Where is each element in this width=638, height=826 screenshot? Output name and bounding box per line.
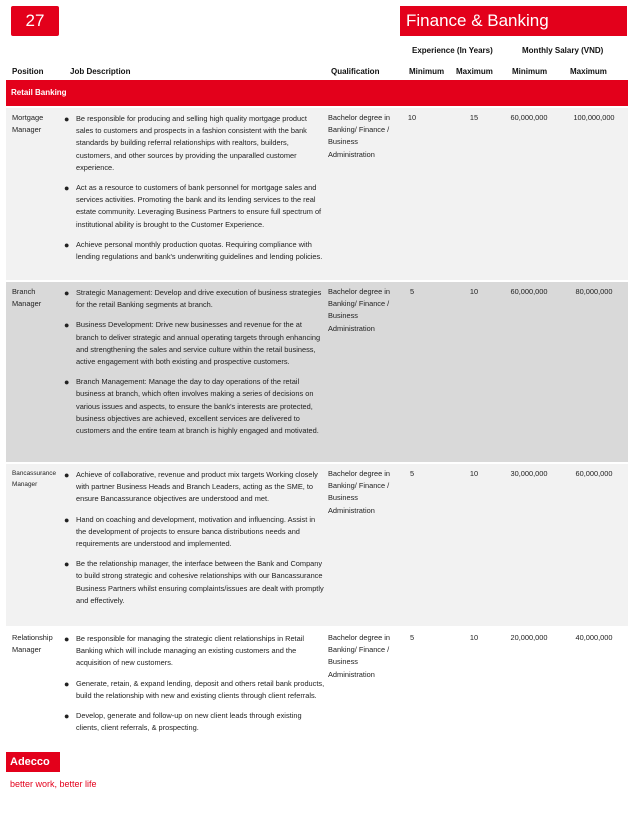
list-item xyxy=(64,319,326,368)
bullet-icon: ● xyxy=(64,239,70,250)
list-item xyxy=(64,469,326,506)
exp-min-cell: 5 xyxy=(409,469,415,478)
bullet-text: Business Development: Drive new businesses and revenue for the at branch to deliver strategic and annual operating targets through enhancing and strengthening the sales and service culture within the retail business, active engagement with both existing and prospective customers. xyxy=(76,320,321,367)
position-cell: Bancassurance Manager xyxy=(12,470,57,488)
list-item xyxy=(64,182,326,231)
list-item xyxy=(64,376,326,437)
bullet-text: Strategic Management: Develop and drive execution of business strategies for the retail Banking segments at branch. xyxy=(76,288,322,310)
table-row xyxy=(6,628,628,748)
bullet-text: Generate, retain, & expand lending, deposit and others retail bank products, build the relationship with new and existing clients through client referrals. xyxy=(76,678,325,700)
qualification-cell: Bachelor degree in Banking/ Finance / Business Administration xyxy=(328,469,391,515)
bullet-icon: ● xyxy=(64,183,70,194)
bullet-text: Be responsible for producing and selling high quality mortgage product sales to customers and prospects in a fashion consistent with the bank standards by building referral relationships with realtors, builders, customers, and other sources by providing the unparalled customer experience. xyxy=(76,114,307,172)
bullet-text: Be the relationship manager, the interface between the Bank and Company to build strong strategic and cohesive relationships with our Bancassurance Business Partners whilst ensuring complaints/issues are dealt with promptly and effectively. xyxy=(76,559,324,605)
sal-max-cell: 40,000,000 xyxy=(575,633,613,642)
salary-group-header: Monthly Salary (VND) xyxy=(522,46,604,55)
list-item xyxy=(64,287,326,311)
position-cell: Mortgage Manager xyxy=(12,113,44,135)
list-item xyxy=(64,239,326,263)
exp-max-cell: 10 xyxy=(469,633,479,642)
exp-min-cell: 5 xyxy=(409,633,415,642)
exp-min-cell: 10 xyxy=(407,113,417,122)
sal-max-cell: 60,000,000 xyxy=(575,469,613,478)
description-cell xyxy=(64,633,326,742)
qualification-cell: Bachelor degree in Banking/ Finance / Business Administration xyxy=(328,113,391,159)
bullet-icon: ● xyxy=(64,634,70,644)
list-item xyxy=(64,633,326,670)
bullet-icon: ● xyxy=(64,320,70,331)
list-item xyxy=(64,558,326,607)
section-header-retail-banking: Retail Banking xyxy=(6,80,628,106)
bullet-icon: ● xyxy=(64,470,70,480)
col-header-position: Position xyxy=(12,67,44,76)
table-row xyxy=(6,282,628,462)
list-item xyxy=(64,710,326,734)
page-number: 27 xyxy=(11,6,59,36)
position-cell: Branch Manager xyxy=(12,287,42,309)
experience-group-header: Experience (In Years) xyxy=(412,46,493,55)
bullet-icon: ● xyxy=(64,288,70,298)
bullet-icon: ● xyxy=(64,514,70,525)
col-header-sal-max: Maximum xyxy=(570,67,607,76)
description-cell xyxy=(64,113,326,271)
exp-max-cell: 15 xyxy=(469,113,479,122)
tagline: better work, better life xyxy=(10,779,97,789)
bullet-text: Be responsible for managing the strategic client relationships in Retail Banking which will include managing an existing customers and the acquisition of new customers. xyxy=(76,634,305,668)
bullet-icon: ● xyxy=(64,559,70,570)
sal-min-cell: 60,000,000 xyxy=(510,287,548,296)
description-cell xyxy=(64,469,326,615)
position-cell: Relationship Manager xyxy=(12,633,53,655)
sal-min-cell: 60,000,000 xyxy=(510,113,548,122)
sal-max-cell: 80,000,000 xyxy=(575,287,613,296)
table-row xyxy=(6,464,628,626)
sal-max-cell: 100,000,000 xyxy=(573,113,615,122)
description-cell xyxy=(64,287,326,445)
bullet-icon: ● xyxy=(64,711,70,722)
exp-max-cell: 10 xyxy=(469,287,479,296)
qualification-cell: Bachelor degree in Banking/ Finance / Business Administration xyxy=(328,287,391,333)
col-header-exp-min: Minimum xyxy=(409,67,445,76)
table-row xyxy=(6,108,628,280)
list-item xyxy=(64,678,326,702)
qualification-cell: Bachelor degree in Banking/ Finance / Business Administration xyxy=(328,633,391,679)
bullet-text: Achieve personal monthly production quotas. Requiring compliance with lending regulations and bank's underwriting guidelines and lending policies. xyxy=(76,239,323,262)
sal-min-cell: 30,000,000 xyxy=(510,469,548,478)
list-item xyxy=(64,514,326,551)
page-title: Finance & Banking xyxy=(400,6,627,36)
col-header-qualification: Qualification xyxy=(331,67,380,76)
col-header-sal-min: Minimum xyxy=(512,67,548,76)
col-header-job-description: Job Description xyxy=(70,67,131,76)
bullet-text: Branch Management: Manage the day to day operations of the retail business at branch, which often involves making a series of decisions on various issues and aspects, to ensure the bank's interests are protected, business objectives are achieved, excellent services are delivered to customers and the entire team at branch is highly engaged and motivated. xyxy=(76,377,319,436)
adecco-logo: Adecco xyxy=(6,752,60,772)
bullet-text: Develop, generate and follow-up on new client leads through existing clients, client referrals, & prospecting. xyxy=(76,711,302,733)
bullet-icon: ● xyxy=(64,678,70,689)
list-item xyxy=(64,113,326,174)
bullet-icon: ● xyxy=(64,377,70,388)
col-header-exp-max: Maximum xyxy=(456,67,493,76)
sal-min-cell: 20,000,000 xyxy=(510,633,548,642)
exp-min-cell: 5 xyxy=(409,287,415,296)
exp-max-cell: 10 xyxy=(469,469,479,478)
bullet-text: Achieve of collaborative, revenue and product mix targets Working closely with partner Business Heads and Branch Leaders, acting as the SME, to ensure Bancassurance objectives are understood and met. xyxy=(76,470,318,504)
bullet-text: Act as a resource to customers of bank personnel for mortgage sales and services activities. Promoting the bank and its lending services to the real estate community. Leveraging Business Partners to ensure full spectrum of institutional ability is brought to the Customer Experience. xyxy=(76,183,322,229)
bullet-text: Hand on coaching and development, motivation and influencing. Assist in the development of projects to ensure banca distributions needs and requirements are understood and implemented. xyxy=(76,514,316,549)
bullet-icon: ● xyxy=(64,114,70,124)
